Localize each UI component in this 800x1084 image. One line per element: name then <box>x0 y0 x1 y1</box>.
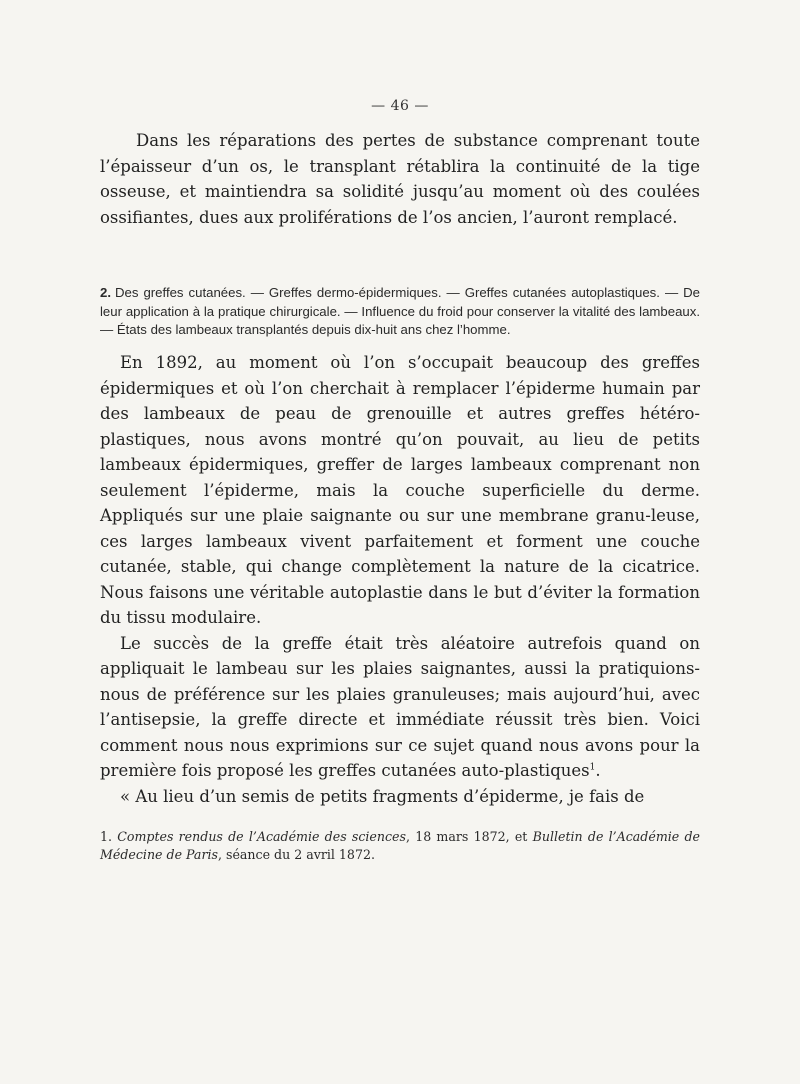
footnote-date-1: , 18 mars 1872, et <box>405 829 533 844</box>
page-number: — 46 — <box>371 98 429 114</box>
footnote-source-1: Comptes rendus de l’Académie des sciences <box>117 829 406 844</box>
body-paragraph-1: En 1892, au moment où l’on s’occupait beaucoup des greffes épidermiques et où l’on cherchait à remplacer l’épiderme humain par des lambeaux de peau de grenouille et autres greffes hétéro-plastiques, nous avons montré qu’on pouvait, au lieu de petits lambeaux épidermiques, greffer de larges lambeaux comprenant non seulement l’épiderme, mais la couche superficielle du derme. Appliqués sur une plaie saignante ou sur une membrane granu-leuse, ces larges lambeaux vivent parfaitement et forment une couche cutanée, stable, qui change complètement la nature de la cicatrice. Nous faisons une véritable autoplastie dans le but d’éviter la formation du tissu modulaire. <box>100 353 700 627</box>
body-text <box>100 350 700 809</box>
body-paragraph-2-text: Le succès de la greffe était très aléatoire autrefois quand on appliquait le lambeau sur les plaies saignantes, aussi la pratiquions-nous de préférence sur les plaies granuleuses; mais aujourd’hui, avec l’antisepsie, la greffe directe et immédiate réussit très bien. Voici comment nous nous exprimions sur ce sujet quand nous avons pour la première fois proposé les greffes cutanées auto-plastiques <box>100 633 700 780</box>
intro-paragraph: Dans les réparations des pertes de substance comprenant toute l’épaisseur d’un os, le transplant rétablira la continuité de la tige osseuse, et maintiendra sa solidité jusqu’au moment où des coulées ossifiantes, dues aux proliférations de l’os ancien, l’auront remplacé. <box>100 131 700 227</box>
section-number: 2. <box>100 285 111 300</box>
body-paragraph-2 <box>100 631 700 784</box>
footnote-source-2: Bulletin de l’Académie de Médecine de Paris <box>100 829 700 862</box>
body-paragraph-2-end: . <box>595 761 601 780</box>
footnote-mark: 1. <box>100 829 113 844</box>
section-summary-text: Des greffes cutanées. — Greffes dermo-épidermiques. — Greffes cutanées autoplastiques. — De leur application à la pratique chirurgicale. — Influence du froid pour conserver la vitalité des lambeaux. — États des lambeaux transplantés depuis dix-huit ans chez l’homme. <box>100 285 700 337</box>
footnote-reference: 1 <box>589 762 596 773</box>
body-paragraph-3: « Au lieu d’un semis de petits fragments d’épiderme, je fais de <box>120 786 645 806</box>
footnote-date-2: , séance du 2 avril 1872. <box>217 847 375 862</box>
footnote <box>100 828 700 864</box>
section-summary <box>100 284 700 340</box>
